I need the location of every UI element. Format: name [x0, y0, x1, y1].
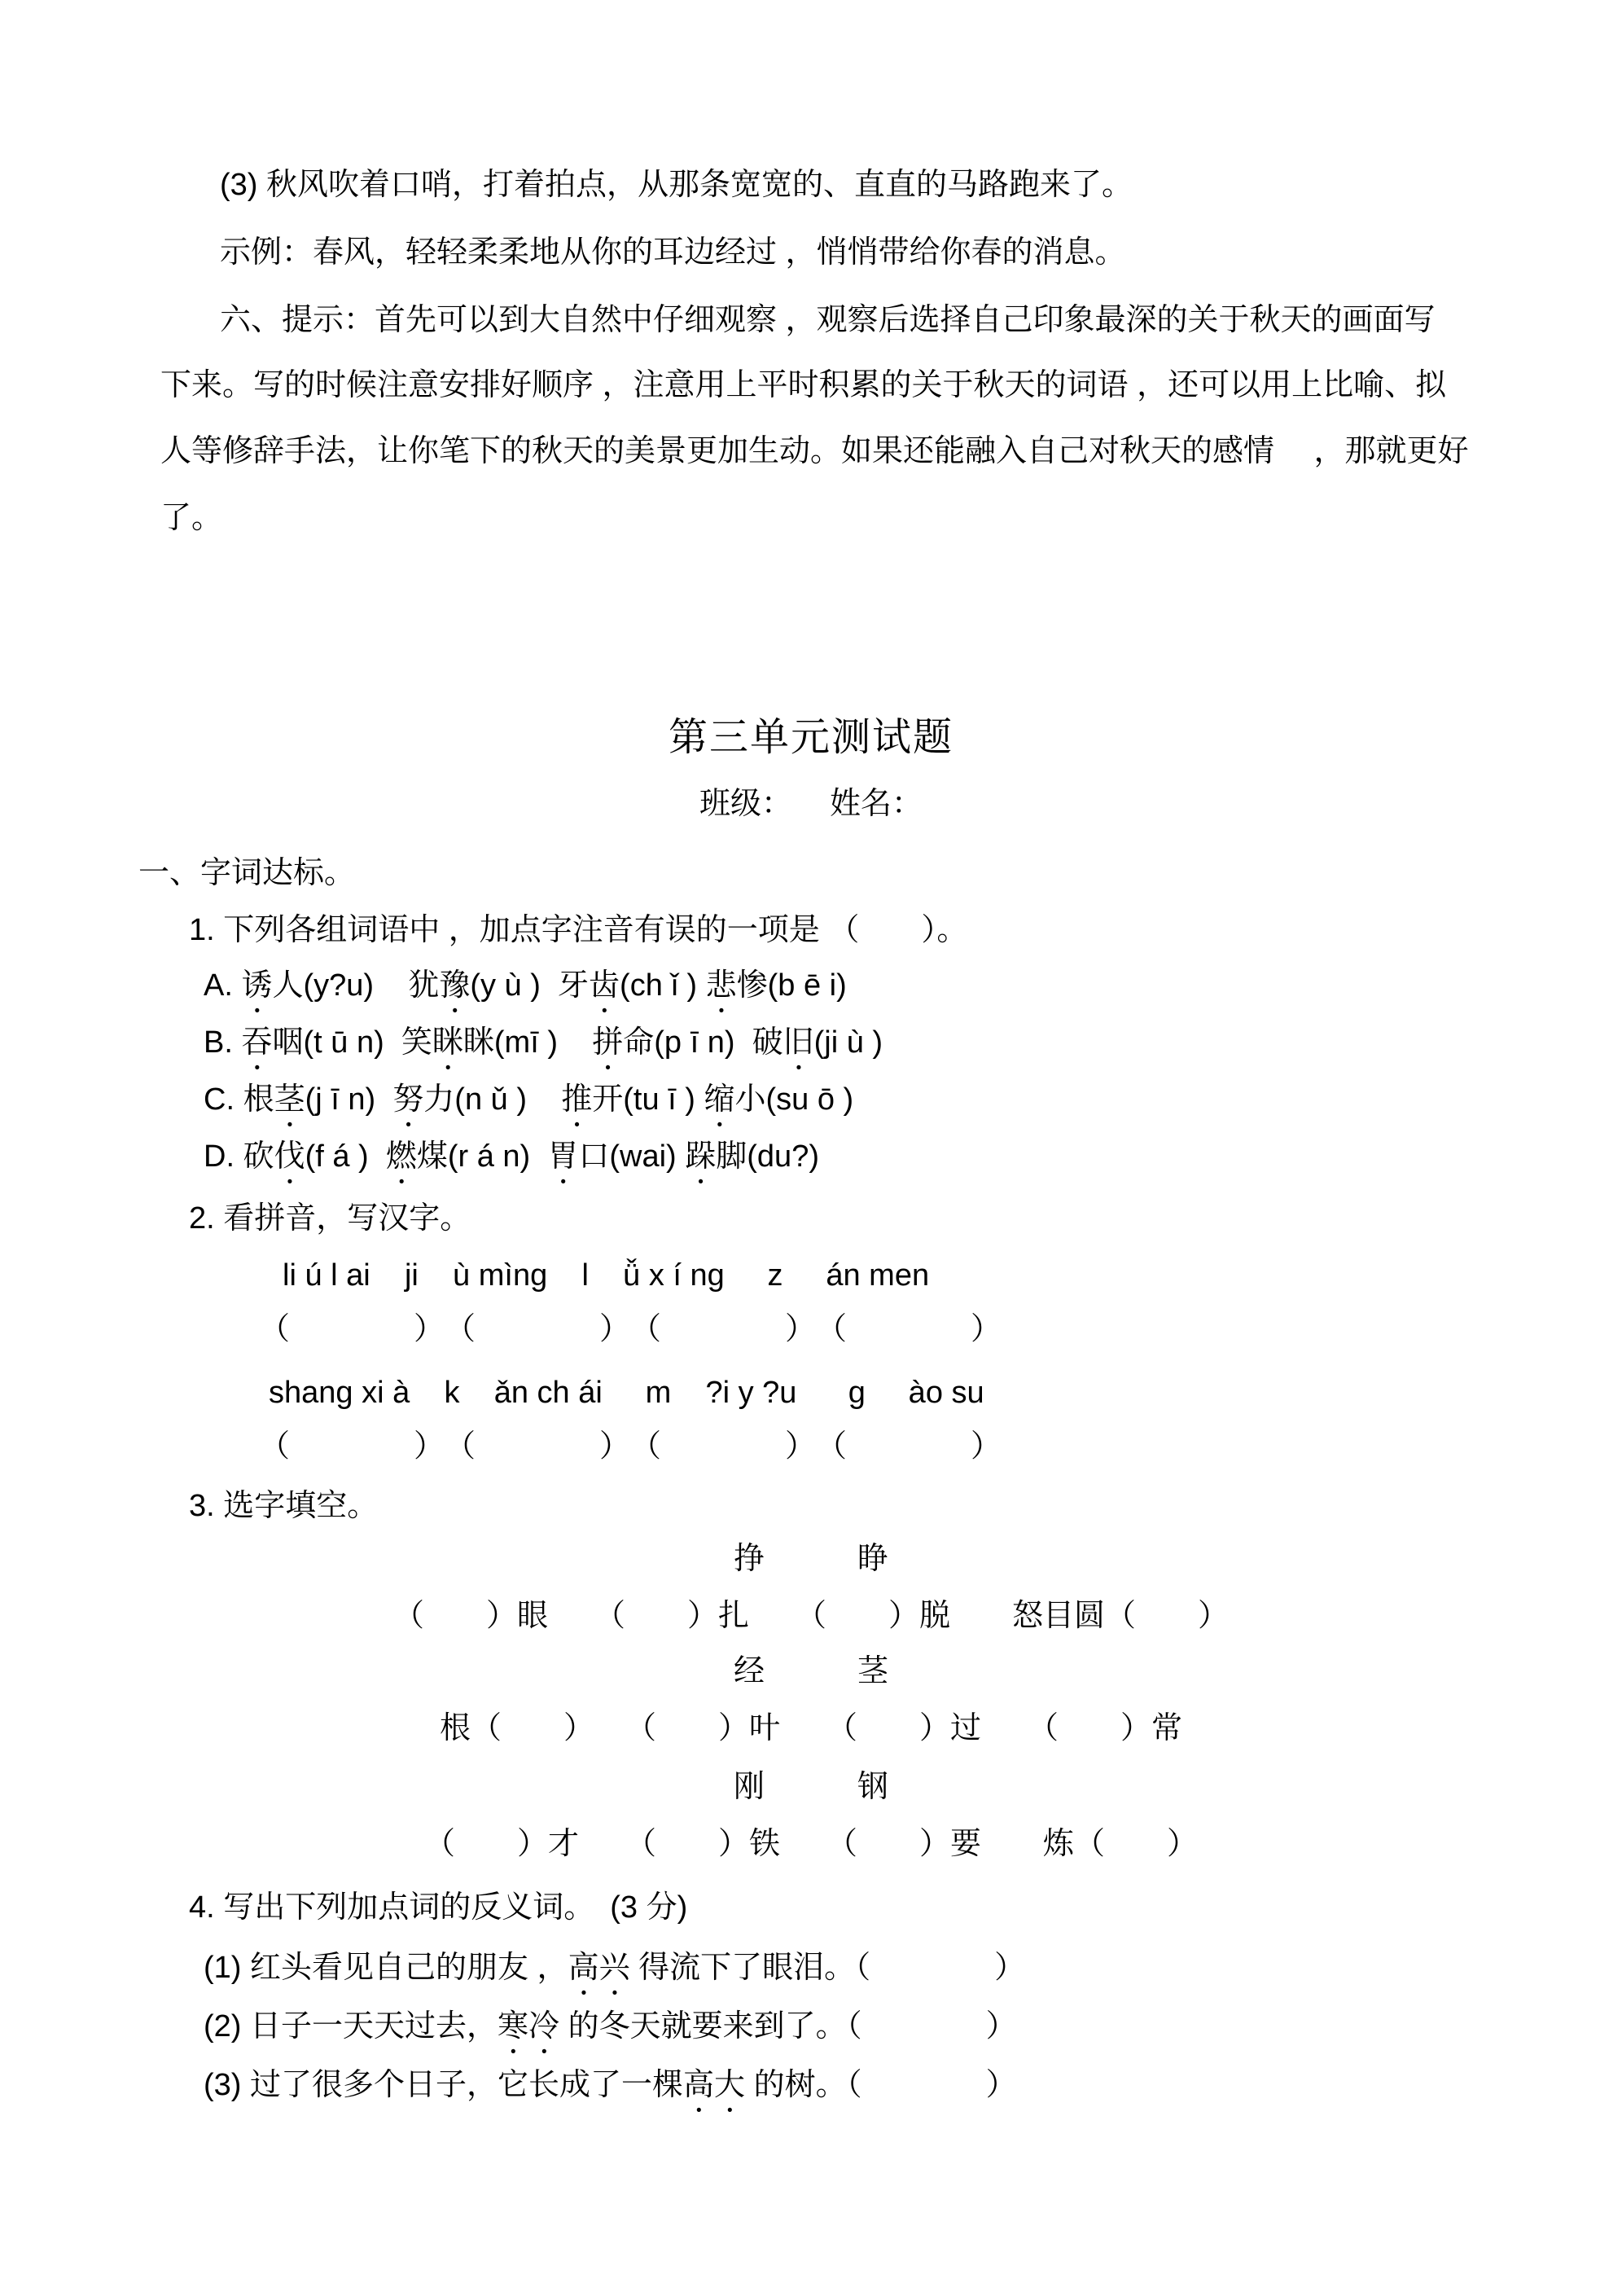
q2-blank-row-1: （ ） （ ） （ ） （ ）	[259, 1312, 1002, 1346]
q4-item-3: (3) 过了很多个日子，它长成了一棵高大 的树。（ ）	[204, 2068, 1017, 2102]
q3-prompt: 3. 选字填空。	[189, 1489, 379, 1523]
q3-group3-row: （ ）才 （ ）铁 （ ）要 炼（ ）	[423, 1827, 1198, 1861]
header-fields	[0, 784, 1622, 824]
q2-pinyin-row-2: shang xi à k ǎn ch ái m ?i y ?u g ào su	[269, 1376, 984, 1410]
q3-group1-chars: 挣 睁	[733, 1542, 888, 1576]
intro-line-1: (3) 秋风吹着口哨，打着拍点，从那条宽宽的、直直的马路跑来了。	[220, 168, 1133, 202]
class-label: 班级：	[699, 787, 792, 821]
page-title: 第三单元测试题	[668, 716, 953, 759]
q1-option-d: D. 砍伐(f á ) 燃煤(r á n) 胃口(wai) 跺脚(du?)	[204, 1139, 819, 1174]
q2-prompt: 2. 看拼音，写汉字。	[189, 1201, 471, 1236]
q1-prompt: 1. 下列各组词语中 ，加点字注音有误的一项是 （ ）。	[189, 913, 968, 947]
q3-group2-row: 根（ ） （ ）叶 （ ）过 （ ）常	[439, 1711, 1182, 1745]
q2-blank-row-2: （ ） （ ） （ ） （ ）	[259, 1429, 1002, 1464]
name-label: 姓名：	[830, 787, 923, 821]
intro-line-6: 了。	[160, 501, 223, 535]
intro-line-2: 示例：春风，轻轻柔柔地从你的耳边经过 ，悄悄带给你春的消息。	[220, 235, 1126, 270]
q2-pinyin-row-1: li ú l ai ji ù mìng l ǚ x í ng z án men	[283, 1258, 930, 1293]
intro-line-5: 人等修辞手法，让你笔下的秋天的美景更加生动。如果还能融入自己对秋天的感情 ，那就更好	[160, 434, 1469, 468]
q3-group3-chars: 刚 钢	[733, 1770, 888, 1804]
q4-item-1: (1) 红头看见自己的朋友 ，高兴 得流下了眼泪。（ ）	[204, 1951, 1026, 1985]
q3-group2-chars: 经 茎	[733, 1654, 888, 1688]
q4-prompt: 4. 写出下列加点词的反义词。 (3 分)	[189, 1890, 688, 1925]
intro-line-3: 六、提示：首先可以到大自然中仔细观察 ，观察后选择自己印象最深的关于秋天的画面写	[220, 303, 1436, 337]
q1-option-c: C. 根茎(j ī n) 努力(n ǔ ) 推开(tu ī ) 缩小(su ō )	[204, 1082, 854, 1117]
q3-group1-row: （ ）眼 （ ）扎 （ ）脱 怒目圆（ ）	[392, 1599, 1229, 1633]
q1-option-b: B. 吞咽(t ū n) 笑眯眯(mī ) 拼命(p ī n) 破旧(ji ù )	[204, 1025, 883, 1060]
q1-option-a: A. 诱人(y?u) 犹豫(y ù ) 牙齿(ch ǐ ) 悲惨(b ē i)	[204, 968, 847, 1003]
q4-item-2: (2) 日子一天天过去，寒冷 的冬天就要来到了。（ ）	[204, 2009, 1017, 2044]
intro-line-4: 下来。写的时候注意安排好顺序 ，注意用上平时积累的关于秋天的词语 ，还可以用上比喻、拟	[160, 368, 1447, 402]
section1-heading: 一、字词达标。	[138, 856, 356, 890]
